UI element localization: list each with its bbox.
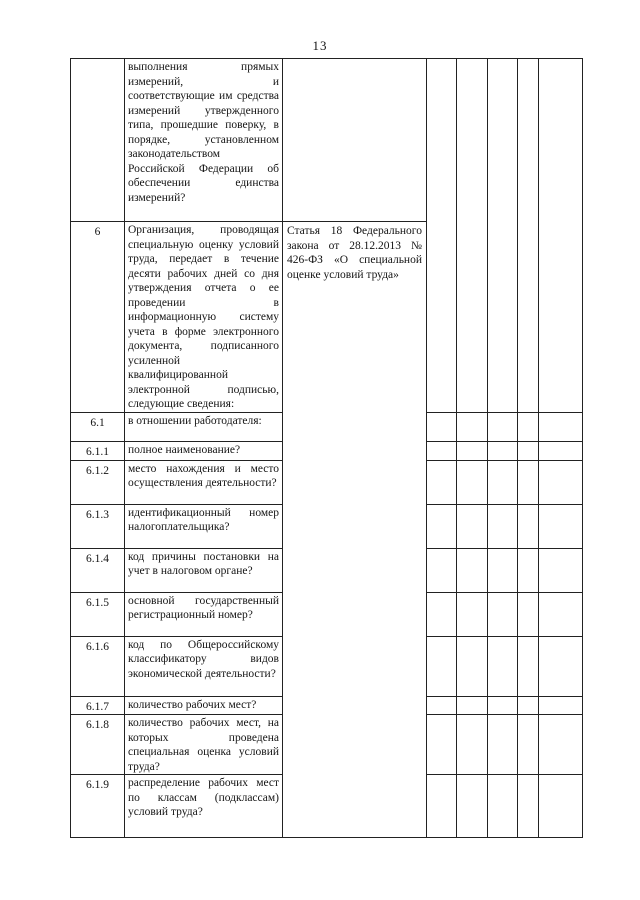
question-cell <box>125 592 283 636</box>
question-cell <box>125 636 283 696</box>
notes-cell <box>539 504 583 548</box>
notes-cell <box>539 548 583 592</box>
answer-extra-cell <box>518 59 539 413</box>
answer-no-cell <box>457 696 488 715</box>
question-text: основной государственный регистрационный номер? <box>128 594 279 621</box>
answer-yes-cell <box>427 715 457 775</box>
answer-yes-cell <box>427 636 457 696</box>
answer-no-cell <box>457 715 488 775</box>
question-text: выполнения прямых измерений, и соответствующие им средства измерений утвержденного типа, прошедшие поверку, в порядке, установленном законодательством Российской Федерации об обеспечении единства измерений? <box>128 61 279 204</box>
question-text: код по Общероссийскому классификатору видов экономической деятельности? <box>128 638 279 680</box>
answer-extra-cell <box>518 592 539 636</box>
question-text: место нахождения и место осуществления деятельности? <box>128 462 279 489</box>
answer-not-applicable-cell <box>488 775 518 838</box>
notes-cell <box>539 715 583 775</box>
question-cell <box>125 222 283 413</box>
notes-cell <box>539 592 583 636</box>
answer-not-applicable-cell <box>488 442 518 461</box>
answer-extra-cell <box>518 696 539 715</box>
item-number: 6.1.5 <box>71 592 125 636</box>
answer-no-cell <box>457 636 488 696</box>
answer-not-applicable-cell <box>488 636 518 696</box>
answer-extra-cell <box>518 636 539 696</box>
notes-cell <box>539 696 583 715</box>
question-text: Организация, проводящая специальную оценку условий труда, передает в течение десяти рабочих дней со дня утверждения отчета о ее проведении в информационную систему учета в форме электронного документа, подписанного усиленной квалифицированной электронной подписью, следующие сведения: <box>128 224 279 410</box>
table-row-continued <box>71 59 583 222</box>
legal-basis-text: Статья 18 Федерального закона от 28.12.2013 № 426-ФЗ «О специальной оценке условий труда» <box>287 225 422 281</box>
answer-not-applicable-cell <box>488 59 518 413</box>
question-cell <box>125 715 283 775</box>
answer-no-cell <box>457 775 488 838</box>
answer-extra-cell <box>518 504 539 548</box>
question-cell <box>125 504 283 548</box>
answer-no-cell <box>457 504 488 548</box>
notes-cell <box>539 460 583 504</box>
item-number: 6.1.1 <box>71 442 125 461</box>
checklist-table <box>70 58 583 838</box>
answer-extra-cell <box>518 442 539 461</box>
question-cell <box>125 413 283 442</box>
item-number: 6.1.9 <box>71 775 125 838</box>
question-cell <box>125 460 283 504</box>
question-cell <box>125 775 283 838</box>
item-number: 6.1.2 <box>71 460 125 504</box>
answer-extra-cell <box>518 548 539 592</box>
answer-yes-cell <box>427 460 457 504</box>
answer-yes-cell <box>427 413 457 442</box>
legal-basis-cell <box>283 59 427 222</box>
question-text: полное наименование? <box>128 444 241 456</box>
item-number: 6.1.3 <box>71 504 125 548</box>
question-cell <box>125 59 283 222</box>
answer-yes-cell <box>427 548 457 592</box>
answer-no-cell <box>457 460 488 504</box>
answer-extra-cell <box>518 460 539 504</box>
answer-not-applicable-cell <box>488 715 518 775</box>
item-number: 6 <box>71 222 125 413</box>
page-number: 13 <box>312 38 328 53</box>
answer-no-cell <box>457 442 488 461</box>
question-cell <box>125 696 283 715</box>
answer-yes-cell <box>427 696 457 715</box>
item-number: 6.1.4 <box>71 548 125 592</box>
question-text: в отношении работодателя: <box>128 415 262 427</box>
question-text: код причины постановки на учет в налоговом органе? <box>128 550 279 577</box>
answer-yes-cell <box>427 442 457 461</box>
answer-yes-cell <box>427 59 457 413</box>
question-text: количество рабочих мест, на которых проведена специальная оценка условий труда? <box>128 717 279 773</box>
answer-no-cell <box>457 59 488 413</box>
answer-extra-cell <box>518 715 539 775</box>
answer-not-applicable-cell <box>488 592 518 636</box>
notes-cell <box>539 59 583 413</box>
answer-not-applicable-cell <box>488 504 518 548</box>
notes-cell <box>539 775 583 838</box>
item-number: 6.1.8 <box>71 715 125 775</box>
notes-cell <box>539 636 583 696</box>
question-cell <box>125 548 283 592</box>
item-number-cell <box>71 59 125 222</box>
answer-yes-cell <box>427 592 457 636</box>
item-number: 6.1.7 <box>71 696 125 715</box>
question-text: идентификационный номер налогоплательщика? <box>128 506 279 533</box>
legal-basis-cell <box>283 222 427 838</box>
answer-extra-cell <box>518 413 539 442</box>
notes-cell <box>539 442 583 461</box>
answer-not-applicable-cell <box>488 548 518 592</box>
answer-not-applicable-cell <box>488 413 518 442</box>
answer-not-applicable-cell <box>488 460 518 504</box>
answer-no-cell <box>457 592 488 636</box>
notes-cell <box>539 413 583 442</box>
answer-extra-cell <box>518 775 539 838</box>
question-cell <box>125 442 283 461</box>
answer-yes-cell <box>427 504 457 548</box>
question-text: распределение рабочих мест по классам (подклассам) условий труда? <box>128 777 279 818</box>
answer-no-cell <box>457 413 488 442</box>
item-number: 6.1 <box>71 413 125 442</box>
answer-no-cell <box>457 548 488 592</box>
item-number: 6.1.6 <box>71 636 125 696</box>
answer-yes-cell <box>427 775 457 838</box>
question-text: количество рабочих мест? <box>128 698 257 711</box>
answer-not-applicable-cell <box>488 696 518 715</box>
